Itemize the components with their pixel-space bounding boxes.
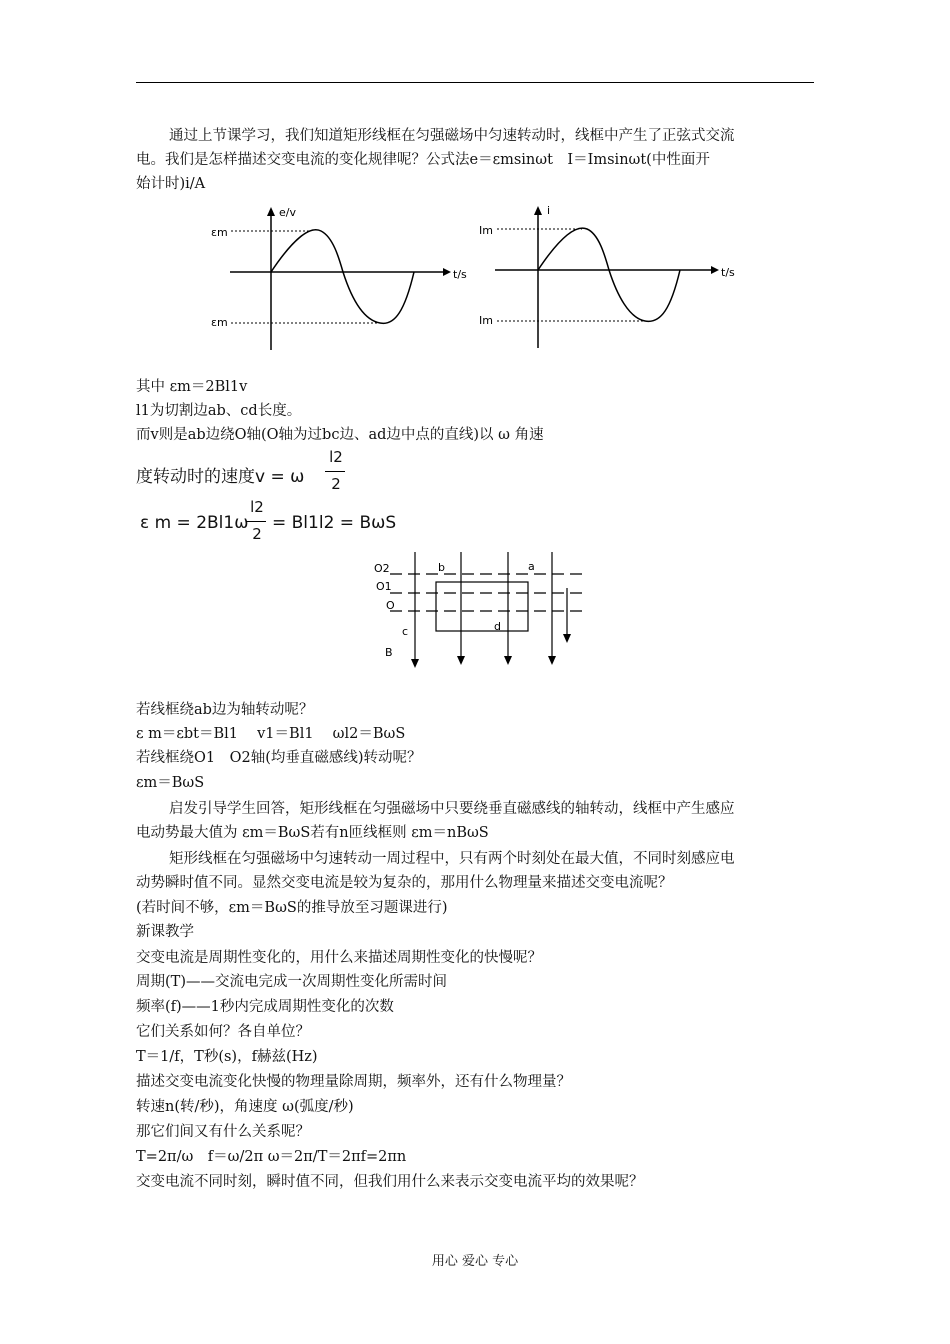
body-line-8: 动势瞬时值不同。显然交变电流是较为复杂的，那用什么物理量来描述交变电流呢？: [136, 875, 673, 891]
intro-line-3: 始计时)i/A: [136, 176, 206, 192]
derivation-line-2: l1为切割边ab、cd长度。: [136, 403, 302, 419]
body-line-4: εm＝BωS: [136, 775, 205, 791]
emf-max-fraction-bar: [246, 521, 266, 522]
edge-c-label: c: [402, 625, 409, 638]
coil-in-field-diagram: [372, 548, 597, 673]
emf-x-axis-label: t/s: [453, 268, 467, 281]
body-line-6: 电动势最大值为 εm＝BωS若有n匝线框则 εm＝nBωS: [136, 825, 489, 841]
current-max-label-top: Im: [479, 224, 493, 237]
current-sine-graph: [475, 200, 750, 355]
axis-o-label: O: [386, 599, 395, 612]
emf-max-formula-numerator: l2: [250, 498, 264, 516]
header-rule: [136, 82, 814, 83]
velocity-formula-prefix: 度转动时的速度v = ω: [136, 467, 305, 487]
body-line-5: 启发引导学生回答，矩形线框在匀强磁场中只要绕垂直磁感线的轴转动，线框中产生感应: [169, 801, 735, 817]
emf-y-axis-label: e/v: [279, 206, 296, 219]
body-line-1: 若线框绕ab边为轴转动呢？: [136, 702, 314, 718]
body-line-18: 那它们间又有什么关系呢？: [136, 1124, 310, 1140]
derivation-line-3: 而v则是ab边绕O轴(O轴为过bc边、ad边中点的直线)以 ω 角速: [136, 427, 544, 443]
emf-max-formula-denominator: 2: [252, 525, 262, 543]
velocity-formula-denominator: 2: [331, 475, 341, 493]
velocity-fraction-bar: [325, 471, 345, 472]
body-line-20: 交变电流不同时刻，瞬时值不同，但我们用什么来表示交变电流平均的效果呢？: [136, 1174, 644, 1190]
field-b-label: B: [385, 646, 393, 659]
body-line-14: 它们关系如何？各自单位？: [136, 1024, 310, 1040]
derivation-line-1: 其中 εm＝2Bl1v: [136, 379, 248, 395]
emf-sine-graph: [205, 200, 470, 355]
emf-max-label-top: εm: [211, 226, 228, 239]
body-line-2: ε m＝εbt＝Bl1 v1＝Bl1 ωl2＝BωS: [136, 726, 406, 742]
body-line-9: (若时间不够，εm＝BωS的推导放至习题课进行): [136, 900, 448, 916]
body-line-16: 描述交变电流变化快慢的物理量除周期，频率外，还有什么物理量？: [136, 1074, 571, 1090]
emf-max-label-bottom: εm: [211, 316, 228, 329]
body-line-3: 若线框绕O1 O2轴(均垂直磁感线)转动呢？: [136, 750, 422, 766]
current-y-axis-label: i: [547, 204, 551, 217]
edge-d-label: d: [494, 620, 501, 633]
body-line-7: 矩形线框在匀强磁场中匀速转动一周过程中，只有两个时刻处在最大值，不同时刻感应电: [169, 851, 735, 867]
current-x-axis-label: t/s: [721, 266, 735, 279]
period-definition: 周期(T)——交流电完成一次周期性变化所需时间: [136, 974, 447, 990]
intro-line-1: 通过上节课学习，我们知道矩形线框在匀强磁场中匀速转动时，线框中产生了正弦式交流: [169, 128, 735, 144]
body-line-15: T＝1/f，T秒(s)，f赫兹(Hz): [136, 1049, 318, 1065]
axis-o1-label: O1: [376, 580, 392, 593]
emf-max-formula-lhs: ε m = 2Bl1ω: [140, 513, 249, 533]
frequency-definition: 频率(f)——1秒内完成周期性变化的次数: [136, 999, 394, 1015]
velocity-formula-numerator: l2: [329, 448, 343, 466]
current-max-label-bottom: Im: [479, 314, 493, 327]
intro-line-2: 电。我们是怎样描述交变电流的变化规律呢？公式法e＝εmsinωt I＝Imsinωt(中性面开: [136, 152, 710, 168]
body-line-11: 交变电流是周期性变化的，用什么来描述周期性变化的快慢呢？: [136, 950, 542, 966]
emf-max-formula-rhs: = Bl1l2 = BωS: [272, 513, 397, 533]
edge-a-label: a: [528, 560, 535, 573]
axis-o2-label: O2: [374, 562, 390, 575]
section-heading: 新课教学: [136, 924, 194, 940]
relation-formula: T=2π/ω f＝ω/2π ω＝2π/T＝2πf=2πn: [136, 1149, 407, 1165]
edge-b-label: b: [438, 561, 445, 574]
page-footer: 用心 爱心 专心: [431, 1254, 519, 1269]
body-line-17: 转速n(转/秒)，角速度 ω(弧度/秒): [136, 1099, 354, 1115]
